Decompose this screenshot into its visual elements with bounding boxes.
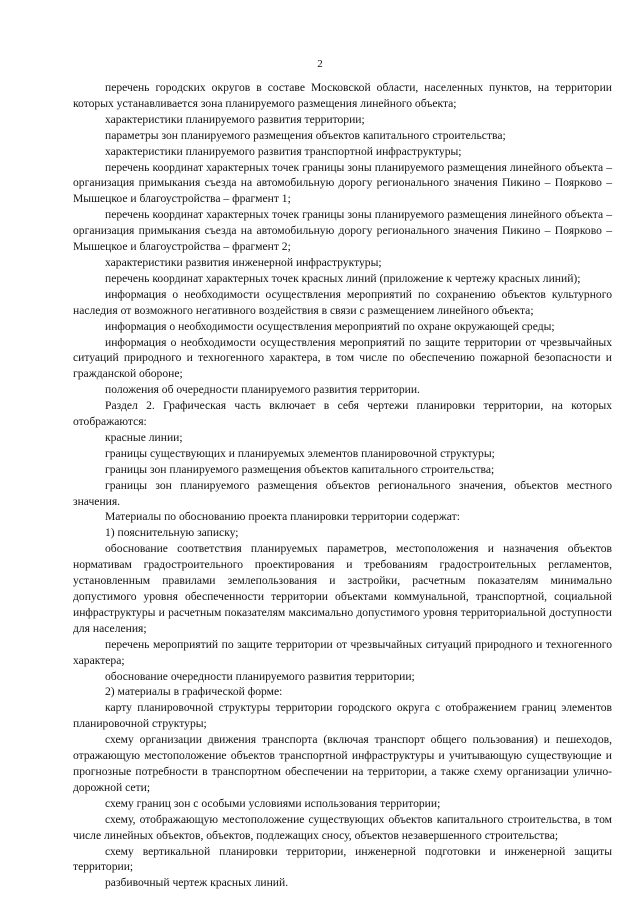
paragraph: границы существующих и планируемых элементов планировочной структуры; [105, 446, 495, 460]
paragraph: перечень городских округов в составе Московской области, населенных пунктов, на территории которых устанавливается зона планируемого размещения линейного объекта; [73, 81, 612, 110]
paragraph: красные линии; [105, 430, 183, 444]
paragraph: Материалы по обоснованию проекта планировки территории содержат: [105, 510, 460, 524]
paragraph: схему границ зон с особыми условиями использования территории; [105, 796, 441, 810]
paragraph: параметры зон планируемого размещения объектов капитального строительства; [105, 128, 506, 142]
paragraph: перечень координат характерных точек границы зоны планируемого размещения линейного объекта – организация примыкания съезда на автомобильную дорогу регионального значения Пикино – Поярково – Мышецкое и благоустройства – фрагмент 2; [73, 208, 612, 254]
paragraph: разбивочный чертеж красных линий. [105, 876, 289, 890]
paragraph: перечень мероприятий по защите территории от чрезвычайных ситуаций природного и техногенного характера; [73, 637, 612, 667]
page-number: 2 [317, 58, 323, 70]
paragraph: схему, отображающую местоположение существующих объектов капитального строительства, в том числе линейных объектов, объектов, подлежащих сносу, объектов незавершенного строительства; [73, 812, 612, 842]
paragraph: схему вертикальной планировки территории, инженерной подготовки и инженерной защиты территории; [73, 844, 612, 874]
section-heading-paragraph: Раздел 2. Графическая часть включает в себя чертежи планировки территории, на которых отображаются: [73, 399, 612, 429]
paragraph: обоснование очередности планируемого развития территории; [105, 669, 415, 683]
paragraph: характеристики планируемого развития территории; [105, 112, 365, 126]
paragraph: карту планировочной структуры территории городского округа с отображением границ элементов планировочной структуры; [73, 701, 612, 731]
document-body [73, 80, 612, 891]
paragraph: 1) пояснительную записку; [105, 526, 239, 540]
paragraph: информация о необходимости осуществления мероприятий по охране окружающей среды; [105, 319, 555, 333]
paragraph: положения об очередности планируемого развития территории. [105, 383, 420, 397]
paragraph: обоснование соответствия планируемых параметров, местоположения и назначения объектов нормативам градостроительного проектирования и требованиям градостроительных регламентов, установленным правилами землепользования и застройки, расчетным показателям минимально допустимого уровня обеспеченности территории объектами коммунальной, транспортной, социальной инфраструктуры и расчетным показателям максимально допустимого уровня территориальной доступности для населения; [73, 542, 612, 635]
paragraph: характеристики планируемого развития транспортной инфраструктуры; [105, 144, 462, 158]
paragraph: границы зон планируемого размещения объектов капитального строительства; [105, 462, 495, 476]
paragraph: характеристики развития инженерной инфраструктуры; [105, 255, 382, 269]
paragraph: границы зон планируемого размещения объектов регионального значения, объектов местного значения. [73, 478, 612, 508]
paragraph: перечень координат характерных точек границы зоны планируемого размещения линейного объекта – организация примыкания съезда на автомобильную дорогу регионального значения Пикино – Поярково – Мышецкое и благоустройства – фрагмент 1; [73, 160, 612, 206]
paragraph: 2) материалы в графической форме: [105, 685, 283, 699]
paragraph: перечень координат характерных точек красных линий (приложение к чертежу красных линий); [105, 271, 581, 285]
paragraph: информация о необходимости осуществления мероприятий по сохранению объектов культурного наследия от возможного негативного воздействия в связи с размещением линейного объекта; [73, 287, 612, 317]
paragraph: схему организации движения транспорта (включая транспорт общего пользования) и пешеходов, отражающую местоположение объектов транспортной инфраструктуры и учитывающую существующие и прогнозные потребности в транспортном обеспечении на территории, а также схему организации улично-дорожной сети; [73, 733, 612, 794]
paragraph: информация о необходимости осуществления мероприятий по защите территории от чрезвычайных ситуаций природного и техногенного характера, в том числе по обеспечению пожарной безопасности и гражданской обороне; [73, 335, 612, 381]
